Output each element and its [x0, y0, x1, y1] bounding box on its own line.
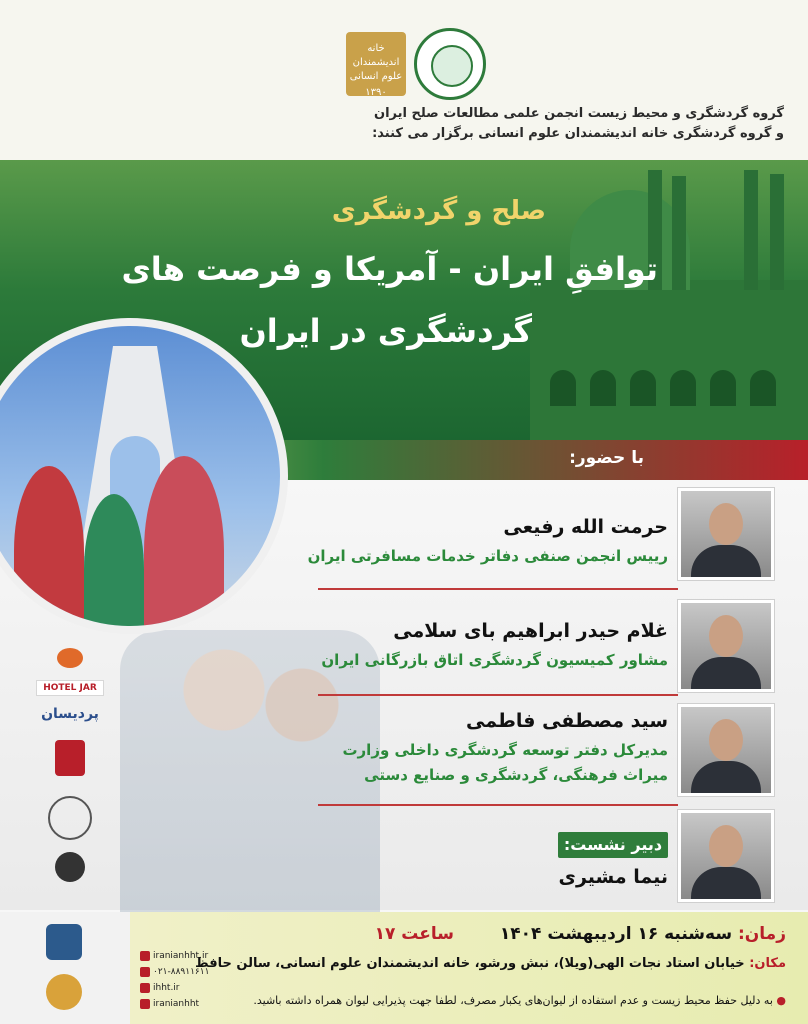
sponsor-hotel-jar-text: HOTEL JAR	[36, 680, 104, 696]
contacts	[140, 948, 250, 1012]
background-tourists-photo	[120, 630, 380, 930]
sponsor-logo-6	[30, 852, 110, 885]
speaker-2-role-line: مشاور کمیسیون گردشگری اتاق بازرگانی ایران	[321, 651, 668, 669]
house-of-thinkers-logo	[346, 32, 406, 96]
divider	[318, 804, 678, 806]
speaker-3-name: سید مصطفی فاطمی	[466, 710, 668, 732]
sponsor-hotel-jar	[30, 680, 110, 696]
peace-studies-logo	[414, 28, 486, 100]
event-note: ● به دلیل حفظ محیط زیست و عدم استفاده از لیوان‌های یکبار مصرف، لطفا جهت پذیرایی لیوان همراه داشته باشید.	[253, 994, 786, 1007]
moderator-name: نیما مشیری	[558, 866, 668, 888]
place-text: خیابان استاد نجات الهی(ویلا)، نبش ورشو، خانه اندیشمندان علوم انسانی، سالن حافظ	[195, 956, 745, 971]
footer-logo-1	[46, 924, 82, 960]
moderator-photo	[678, 810, 774, 902]
phone-icon	[140, 967, 150, 977]
moderator-label: دبیر نشست:	[558, 832, 668, 858]
attendees-label: با حضور:	[569, 448, 644, 468]
speaker-1-photo	[678, 488, 774, 580]
speaker-3-role	[342, 738, 668, 788]
event-time	[375, 924, 786, 944]
note-text: به دلیل حفظ محیط زیست و عدم استفاده از لیوان‌های یکبار مصرف، لطفا جهت پذیرایی لیوان همراه داشته باشید.	[253, 994, 773, 1007]
sponsor-pardisan-text: پردیسان	[41, 706, 99, 722]
contact-website[interactable]: ihht.ir	[140, 980, 250, 996]
footer-logo-2	[46, 974, 82, 1010]
speaker-2-role	[321, 648, 668, 673]
time-label: زمان:	[737, 924, 786, 944]
globe-icon	[140, 983, 150, 993]
divider	[318, 694, 678, 696]
place-label: مکان:	[749, 956, 786, 971]
mosque-illustration	[530, 170, 808, 440]
sponsor-logo-1	[30, 648, 110, 671]
speaker-2-photo	[678, 600, 774, 692]
contact-instagram[interactable]: iranianhht.ir	[140, 948, 250, 964]
event-hour: ساعت ۱۷	[374, 924, 454, 944]
sponsor-logo-4	[30, 740, 110, 779]
sponsor-logo-5	[30, 796, 110, 843]
speaker-1-role-line: رییس انجمن صنفی دفاتر خدمات مسافرتی ایران	[307, 547, 668, 565]
speaker-1-role	[308, 544, 668, 569]
event-title-1: صلح و گردشگری	[331, 196, 546, 226]
event-date: سه‌شنبه ۱۶ اردیبهشت ۱۴۰۴	[499, 924, 733, 944]
event-title-3: گردشگری در ایران	[239, 312, 532, 350]
organizers-line-2: و گروه گردشگری خانه اندیشمندان علوم انسانی برگزار می کنند:	[372, 126, 784, 141]
contact-telegram[interactable]: iranianhht	[140, 996, 250, 1012]
instagram-icon	[140, 951, 150, 961]
speaker-2-name: غلام حیدر ابراهیم بای سلامی	[393, 620, 668, 642]
header	[0, 0, 808, 160]
telegram-icon	[140, 999, 150, 1009]
contact-phone[interactable]: ۰۲۱-۸۸۹۱۱۶۱۱	[140, 964, 250, 980]
event-title-2: توافقِ ایران - آمریکا و فرصت های	[121, 250, 658, 288]
organizers-text	[164, 104, 784, 144]
sponsor-pardisan	[30, 706, 110, 722]
speaker-1-name: حرمت الله رفیعی	[503, 516, 668, 538]
organizers-line-1: گروه گردشگری و محیط زیست انجمن علمی مطالعات صلح ایران	[373, 106, 784, 121]
speaker-3-role-line-2: میراث فرهنگی، گردشگری و صنایع دستی	[364, 766, 668, 784]
speaker-3-role-line-1: مدیرکل دفتر توسعه گردشگری داخلی وزارت	[342, 741, 668, 759]
footer-logos	[0, 912, 130, 1024]
divider	[318, 588, 678, 590]
event-info	[130, 912, 808, 1024]
logo-house-text: خانه اندیشمندان علوم انسانی	[349, 43, 403, 82]
logo-year: ۱۳۹۰	[365, 87, 387, 98]
speaker-3-photo	[678, 704, 774, 796]
event-place	[195, 956, 786, 971]
